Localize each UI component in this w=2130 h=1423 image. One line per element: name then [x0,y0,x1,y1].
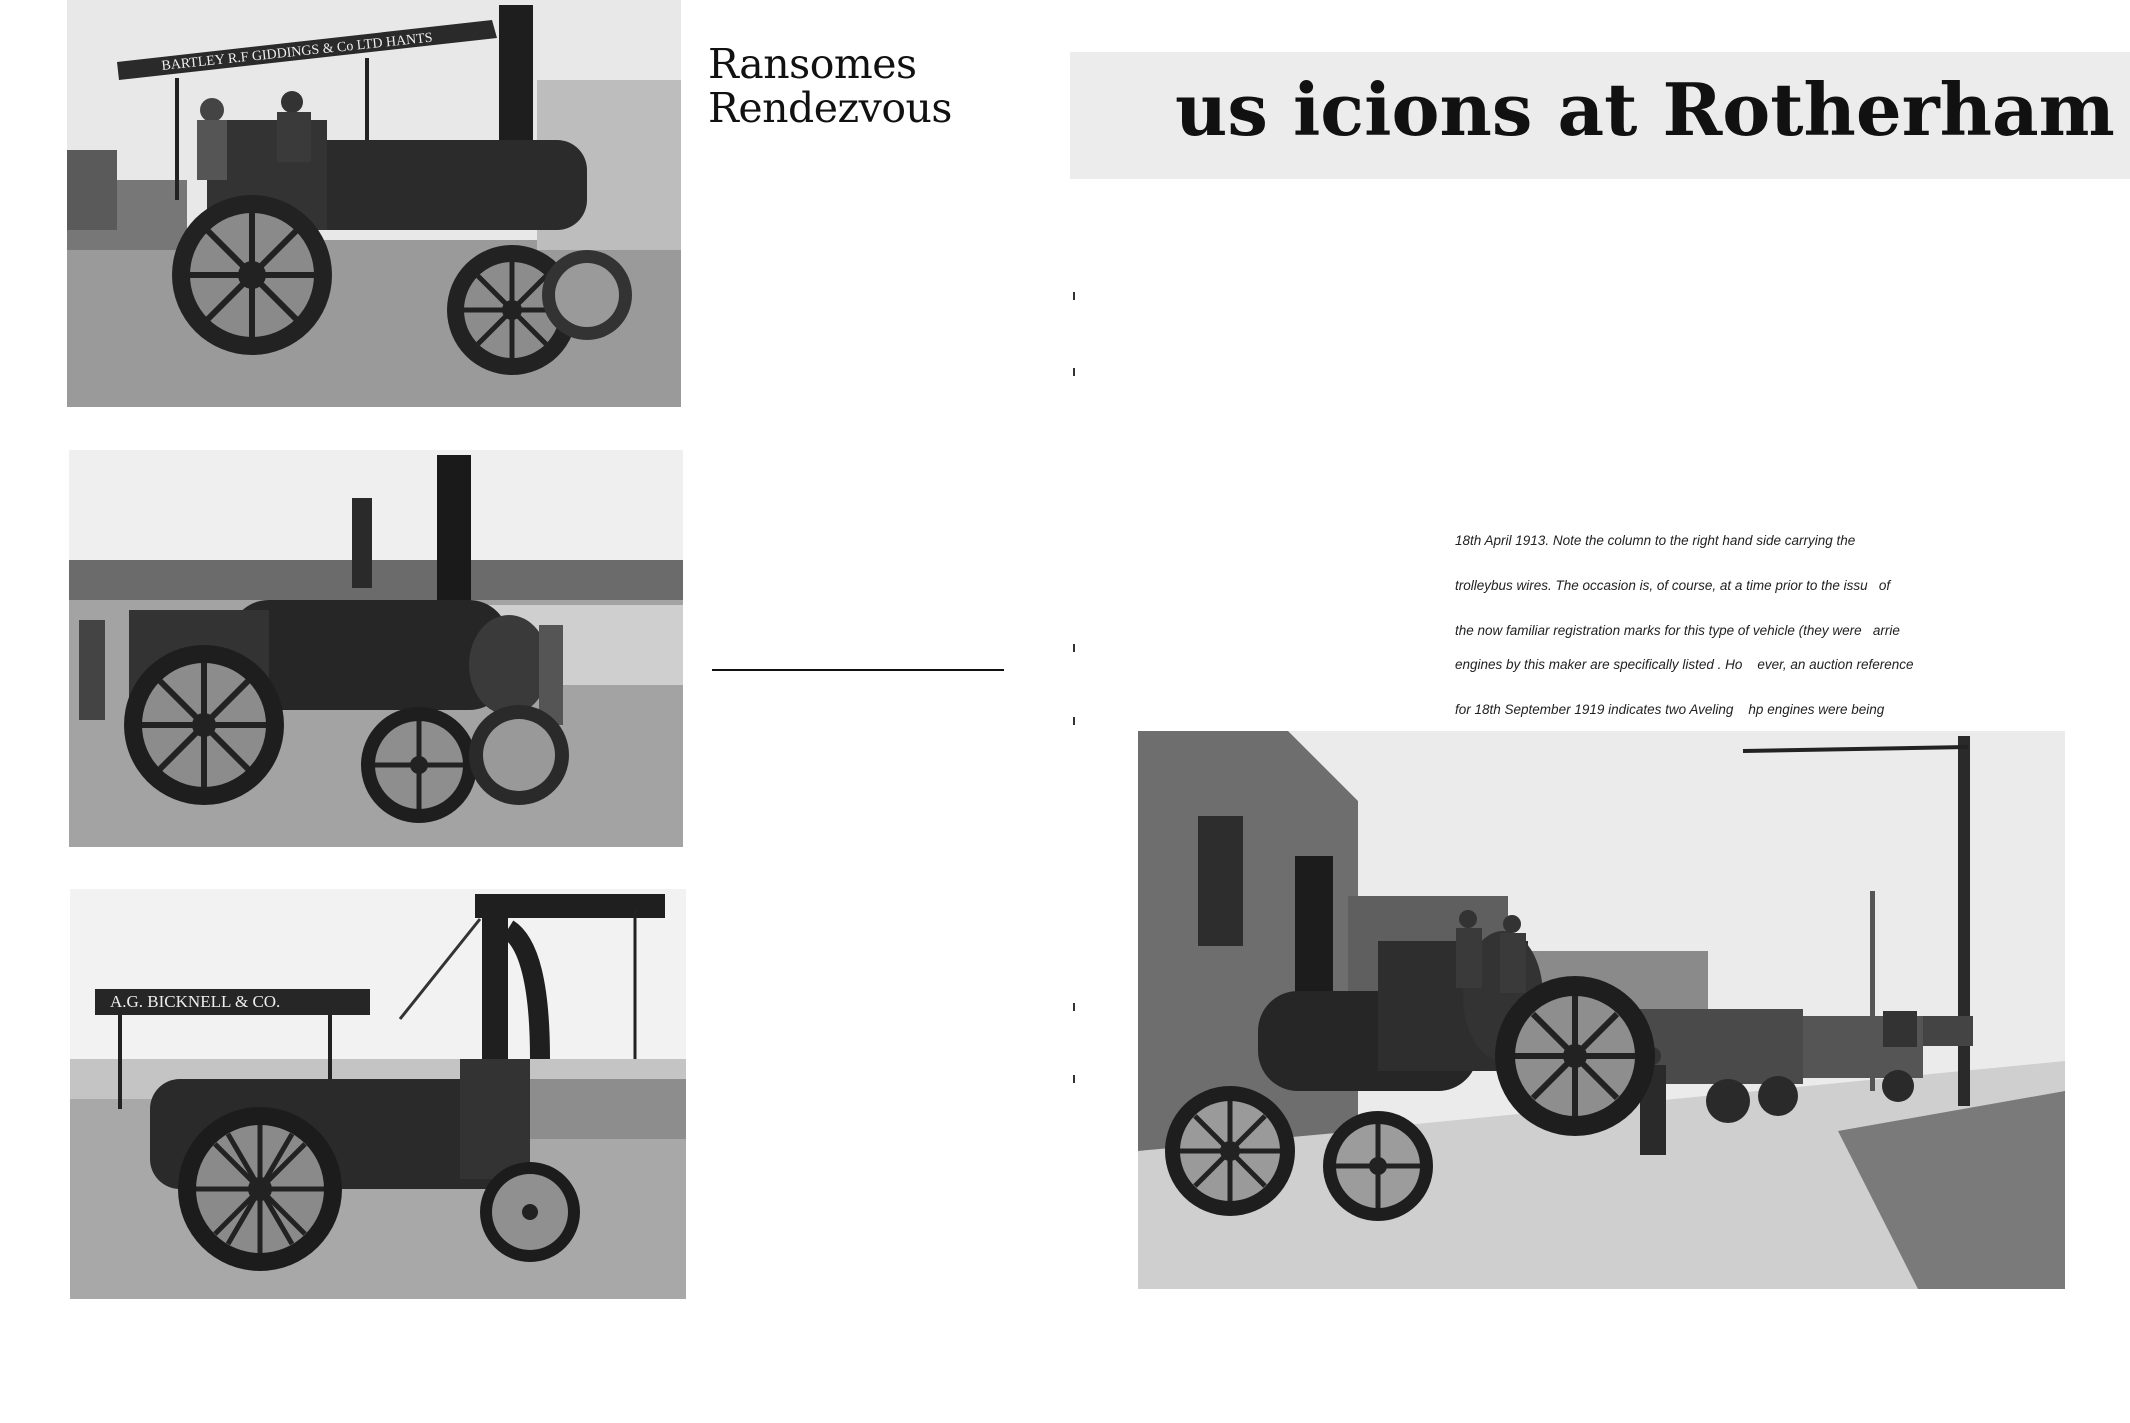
margin-tick [1073,1075,1075,1083]
caption-bottom-line-1: engines by this maker are specifically listed . Ho ever, an auction reference [1455,657,1914,672]
divider-rule [712,669,1004,671]
margin-tick [1073,717,1075,725]
caption-top-line-3: the now familiar registration marks for this type of vehicle (they were arrie [1455,623,1900,638]
traction-engine-photo-2 [69,450,683,847]
margin-tick [1073,368,1075,376]
caption-top-line-2: trolleybus wires. The occasion is, of course, at a time prior to the issu of [1455,578,1891,593]
giddings-canopy-sign: BARTLEY R.F GIDDINGS & Co LTD HANTS [160,30,434,74]
section-heading [708,42,1028,130]
caption-bottom-line-2: for 18th September 1919 indicates two Aveling hp engines were being [1455,702,1885,717]
rotherham-road-photo [1138,731,2065,1289]
heading-line-1: Ransomes [708,40,917,88]
page-title: us icions at Rotherham [1175,67,2115,152]
traction-engine-photo-3 [70,889,686,1299]
margin-tick [1073,292,1075,300]
bicknell-canopy-sign: A.G. BICKNELL & CO. [110,992,281,1011]
margin-tick [1073,644,1075,652]
traction-engine-photo-1 [67,0,681,407]
heading-line-2: Rendezvous [708,84,952,132]
margin-tick [1073,1003,1075,1011]
caption-top-line-1: 18th April 1913. Note the column to the right hand side carrying the [1455,533,1856,548]
